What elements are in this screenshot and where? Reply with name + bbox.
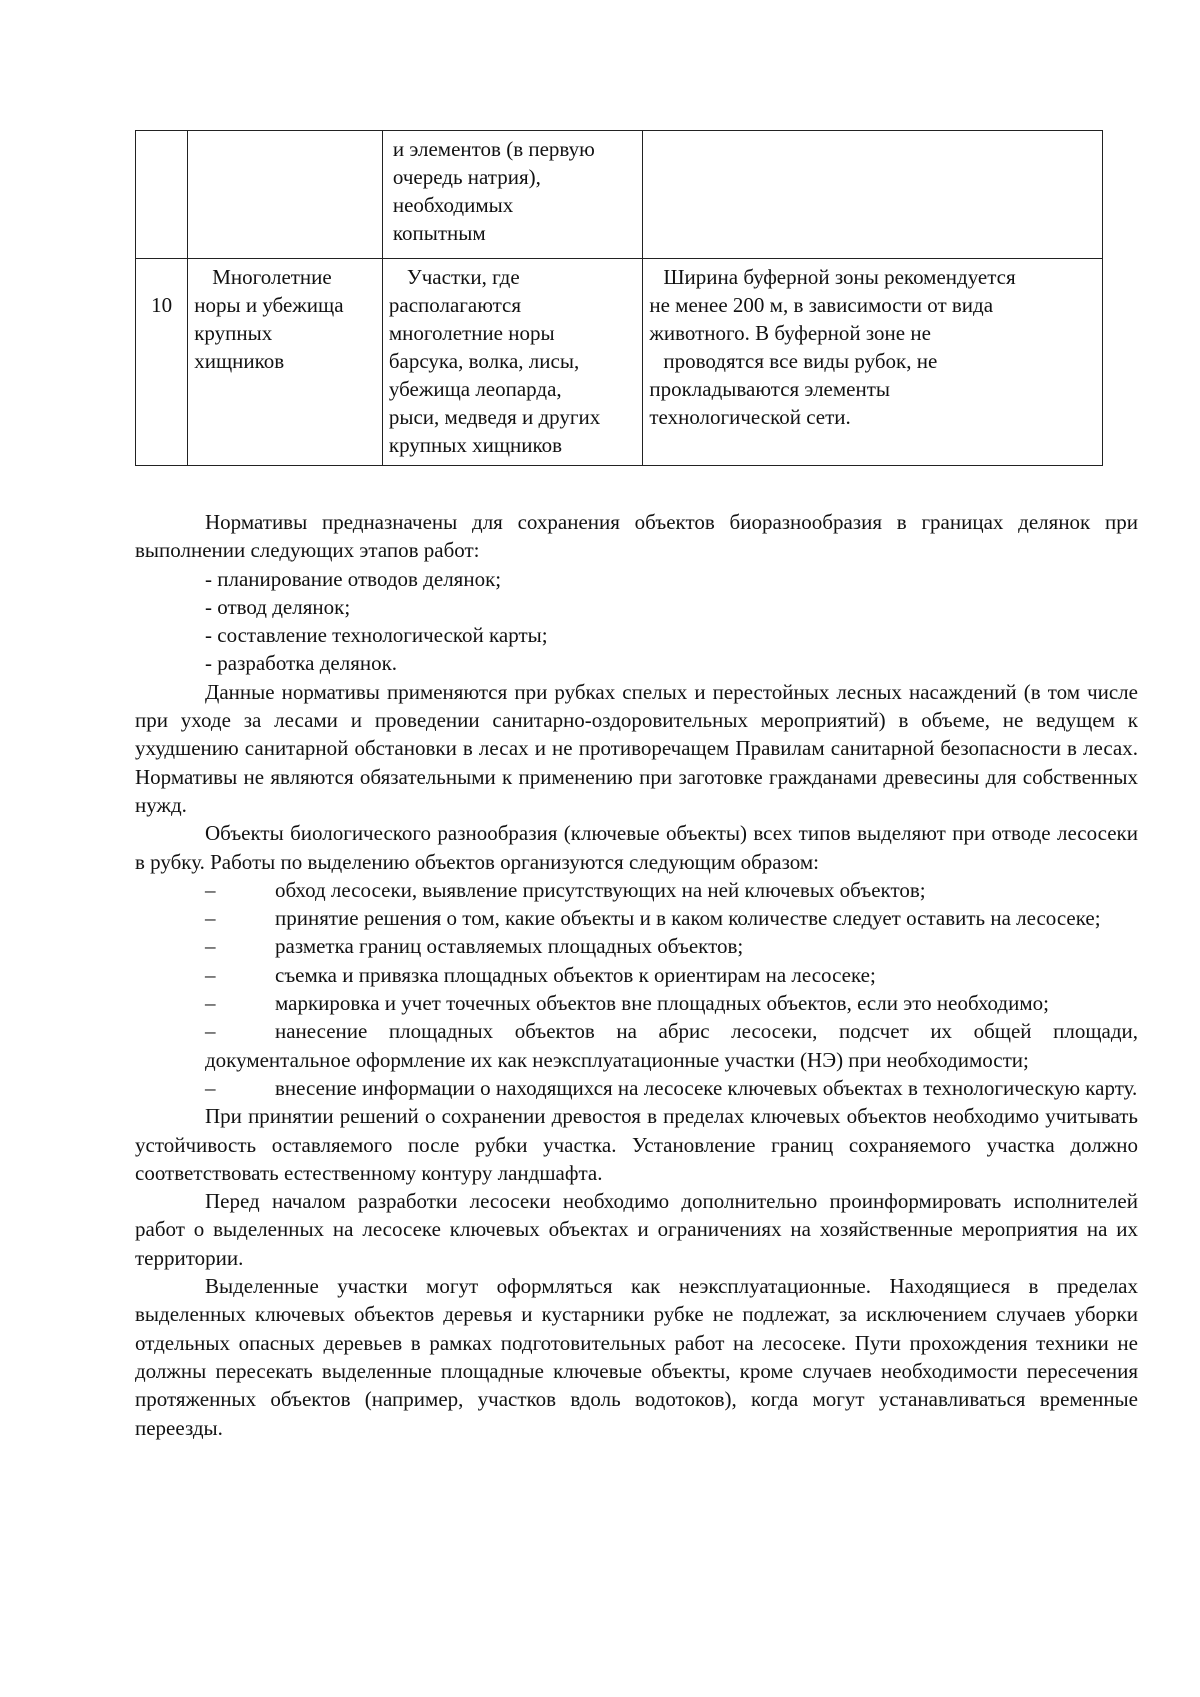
dash-marker: – (205, 1075, 216, 1100)
cell-text-line: хищников (194, 349, 285, 373)
cell-text-line: животного. В буферной зоне не (649, 321, 931, 345)
work-list-item (205, 932, 1138, 960)
dash-marker: – (205, 991, 216, 1016)
cell-text-line: необходимых (392, 193, 514, 217)
dash-marker: – (205, 1019, 216, 1044)
norm-cell (643, 131, 1103, 259)
work-item-text: нанесение площадных объектов на абрис лесосеки, подсчет их общей площади, документальное оформление их как неэксплуатационные участки (НЭ) при необходимости; (205, 1019, 1138, 1072)
dash-marker: – (205, 906, 216, 931)
paragraph-key-objects: Объекты биологического разнообразия (ключевые объекты) всех типов выделяют при отводе лесосеки в рубку. Работы по выделению объектов организуются следующим образом: (135, 821, 1138, 874)
object-cell (188, 259, 383, 466)
work-list-item (205, 1017, 1138, 1074)
dash-marker: – (205, 934, 216, 959)
paragraph-purpose: Нормативы предназначены для сохранения объектов биоразнообразия в границах делянок при выполнении следующих этапов работ: (135, 510, 1138, 563)
cell-text-line: Многолетние (212, 265, 332, 289)
paragraph-stand-preservation: При принятии решений о сохранении древостоя в пределах ключевых объектов необходимо учитывать устойчивость оставляемого после рубки участка. Установление границ сохраняемого участка должно соответствовать естественному контуру ландшафта. (135, 1104, 1138, 1185)
dash-marker: – (205, 962, 216, 987)
cell-text-line: не менее 200 м, в зависимости от вида (649, 293, 994, 317)
stage-item: - отвод делянок; (205, 594, 351, 619)
work-item-text: внесение информации о находящихся на лесосеке ключевых объектах в технологическую карту. (275, 1075, 1138, 1100)
cell-text-line: Ширина буферной зоны рекомендуется (663, 265, 1016, 289)
object-cell (188, 131, 383, 259)
cell-text-line: норы и убежища (194, 293, 344, 317)
work-item-text: принятие решения о том, какие объекты и в каком количестве следует оставить на лесосеке; (275, 906, 1101, 931)
cell-text-line: очередь натрия), (392, 165, 541, 189)
cell-text-line: рыси, медведя и других (388, 405, 601, 429)
stage-item: - разработка делянок. (205, 651, 398, 676)
cell-text-line: технологической сети. (649, 405, 851, 429)
row-number-cell: 10 (136, 259, 188, 466)
cell-text-line: проводятся все виды рубок, не (663, 349, 938, 373)
cell-text-line: и элементов (в первую (392, 137, 595, 161)
work-item-text: обход лесосеки, выявление присутствующих на ней ключевых объектов; (275, 877, 926, 902)
work-list-item (205, 1074, 1138, 1102)
stage-item: - планирование отводов делянок; (205, 566, 502, 591)
cell-text-line: крупных (194, 321, 273, 345)
paragraph-application: Данные нормативы применяются при рубках спелых и перестойных лесных насаждений (в том числе при уходе за лесами и проведении санитарно-оздоровительных мероприятий) в объеме, не ведущем к ухудшению санитарной обстановки в лесах и не противоречащем Правилам санитарной безопасности в лесах. Нормативы не являются обязательными к применению при заготовке гражданами древесины для собственных нужд. (135, 679, 1138, 817)
cell-text-line: Участки, где (406, 265, 520, 289)
dash-marker: – (205, 877, 216, 902)
paragraph-inform-workers: Перед началом разработки лесосеки необходимо дополнительно проинформировать исполнителей работ о выделенных на лесосеке ключевых объектах и ограничениях на хозяйственные мероприятия на их территории. (135, 1189, 1138, 1270)
work-list-item (205, 904, 1138, 932)
cell-text-line: многолетние норы (388, 321, 555, 345)
table-row (136, 131, 1103, 259)
work-item-text: съемка и привязка площадных объектов к ориентирам на лесосеке; (275, 962, 876, 987)
work-list-item (205, 961, 1138, 989)
cell-text-line: копытным (392, 221, 486, 245)
row-number-cell (136, 131, 188, 259)
stage-item: - составление технологической карты; (205, 623, 548, 648)
cell-text-line: располагаются (388, 293, 522, 317)
norm-cell (643, 259, 1103, 466)
cell-text-line: крупных хищников (388, 433, 563, 457)
location-cell (382, 259, 642, 466)
body-text (135, 508, 1138, 1442)
work-list-item (205, 989, 1138, 1017)
table-row (136, 259, 1103, 466)
cell-text-line: барсука, волка, лисы, (388, 349, 580, 373)
biodiversity-norms-table (135, 130, 1103, 466)
work-item-text: маркировка и учет точечных объектов вне площадных объектов, если это необходимо; (275, 991, 1049, 1016)
paragraph-non-operational-areas: Выделенные участки могут оформляться как неэксплуатационные. Находящиеся в пределах выделенных ключевых объектов деревья и кустарники рубке не подлежат, за исключением случаев уборки отдельных опасных деревьев в рамках подготовительных работ на лесосеке. Пути прохождения техники не должны пересекать выделенные площадные ключевые объекты, кроме случаев необходимости пересечения протяженных объектов (например, участков вдоль водотоков), когда могут устанавливаться временные переезды. (135, 1274, 1138, 1440)
cell-text-line: прокладываются элементы (649, 377, 890, 401)
cell-text-line: убежища леопарда, (388, 377, 562, 401)
work-item-text: разметка границ оставляемых площадных объектов; (275, 934, 744, 959)
location-cell (382, 131, 642, 259)
work-list-item (205, 876, 1138, 904)
